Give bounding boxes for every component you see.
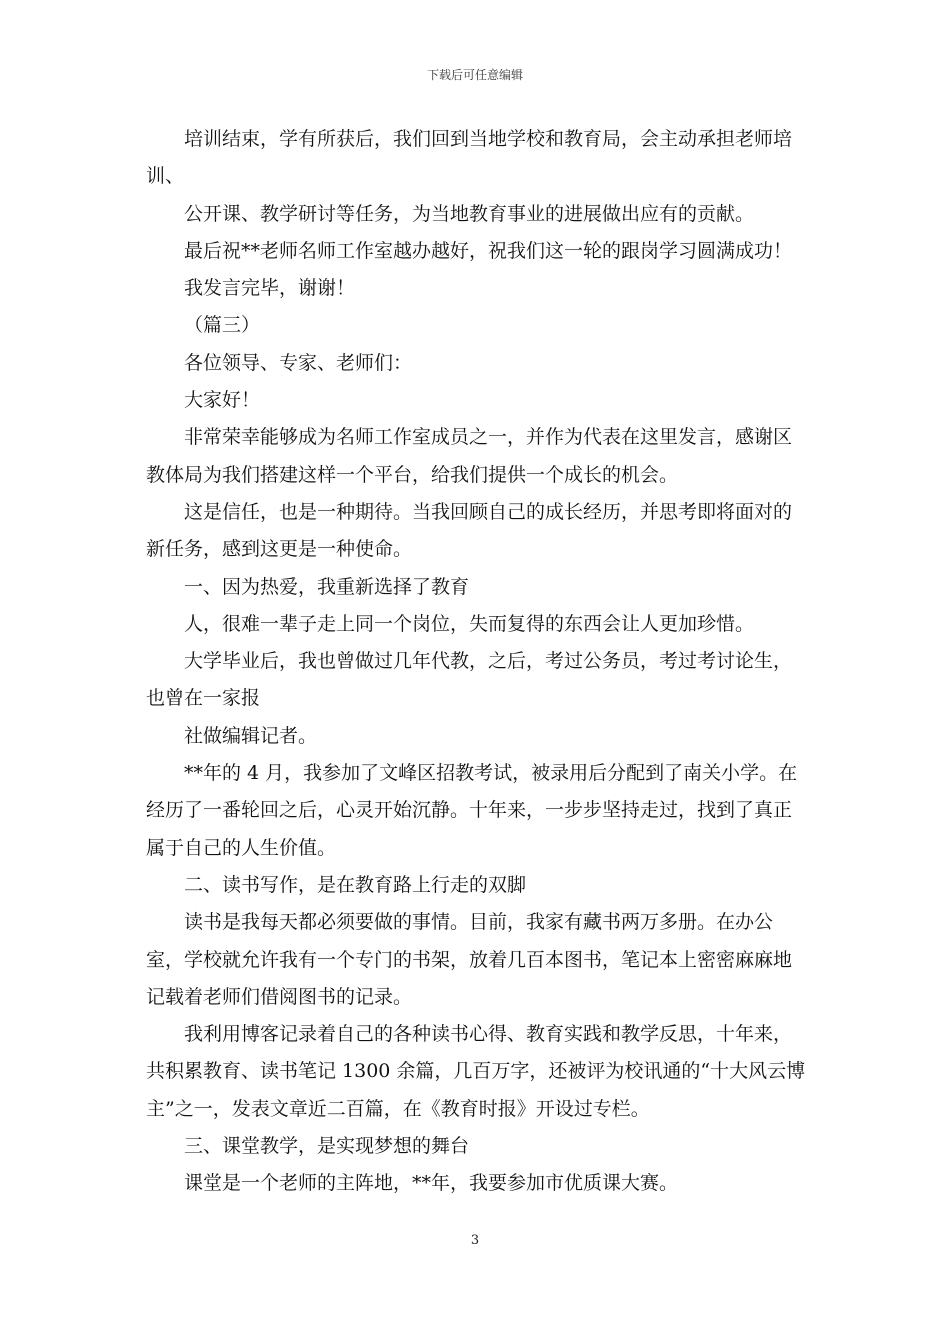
paragraph: 社做编辑记者。 xyxy=(184,724,318,747)
paragraph: 人，很难一辈子走上同一个岗位，失而复得的东西会让人更加珍惜。 xyxy=(184,612,755,635)
page-header: 下载后可任意编辑 xyxy=(426,68,523,82)
paragraph: 培训结束，学有所获后，我们回到当地学校和教育局，会主动承担老师培训、 xyxy=(146,128,793,188)
paragraph: 公开课、教学研讨等任务，为当地教育事业的进展做出应有的贡献。 xyxy=(184,202,755,225)
salutation: 各位领导、专家、老师们： xyxy=(184,351,413,374)
paragraph: 非常荣幸能够成为名师工作室成员之一，并作为代表在这里发言，感谢区教体局为我们搭建这样一个平台，给我们提供一个成长的机会。 xyxy=(146,426,793,486)
paragraph: 课堂是一个老师的主阵地，**年，我要参加市优质课大赛。 xyxy=(184,1172,679,1195)
paragraph: 我利用博客记录着自己的各种读书心得、教育实践和教学反思，十年来，共积累教育、读书笔记 1300 余篇，几百万字，还被评为校讯通的“十大风云博主”之一，发表文章近二百篇，在《教育时报》开设过专栏。 xyxy=(146,1023,806,1120)
paragraph: 我发言完毕，谢谢！ xyxy=(184,277,356,300)
paragraph: 读书是我每天都必须要做的事情。目前，我家有藏书两万多册。在办公室，学校就允许我有一个专门的书架，放着几百本图书，笔记本上密密麻麻地记载着老师们借阅图书的记录。 xyxy=(146,911,793,1008)
paragraph: 这是信任，也是一种期待。当我回顾自己的成长经历，并思考即将面对的新任务，感到这更是一种使命。 xyxy=(146,500,793,561)
subheading: 一、因为热爱，我重新选择了教育 xyxy=(184,575,470,598)
paragraph: 大学毕业后，我也曾做过几年代教，之后，考过公务员，考过考讨论生，也曾在一家报 xyxy=(146,650,793,710)
subheading: 二、读书写作，是在教育路上行走的双脚 xyxy=(184,873,527,896)
subheading: 三、课堂教学，是实现梦想的舞台 xyxy=(184,1135,470,1158)
section-heading: （篇三） xyxy=(184,314,261,337)
paragraph: 最后祝**老师名师工作室越办越好，祝我们这一轮的跟岗学习圆满成功！ xyxy=(184,239,793,262)
page-number: 3 xyxy=(470,1233,480,1248)
document-body xyxy=(146,121,810,1203)
paragraph: **年的 4 月，我参加了文峰区招教考试，被录用后分配到了南关小学。在经历了一番轮回之后，心灵开始沉静。十年来，一步步坚持走过，找到了真正属于自己的人生价值。 xyxy=(146,762,798,859)
greeting: 大家好！ xyxy=(184,389,261,412)
